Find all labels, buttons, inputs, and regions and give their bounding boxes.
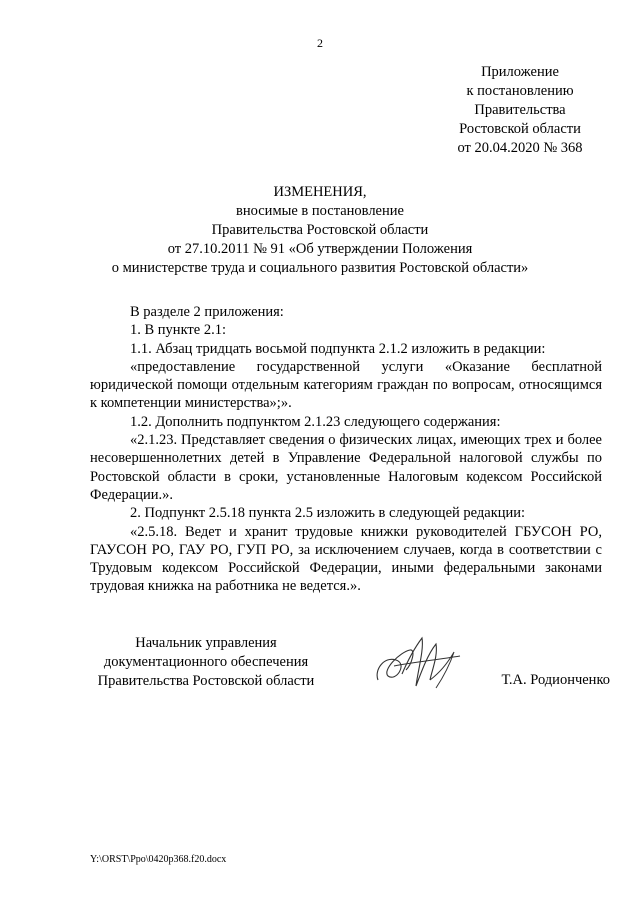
body-paragraph: В разделе 2 приложения: xyxy=(130,304,284,320)
title-line: о министерстве труда и социального развития Ростовской области» xyxy=(111,260,529,276)
file-path: Y:\ORST\Ppo\0420p368.f20.docx xyxy=(90,854,227,865)
document-body xyxy=(90,303,602,596)
position-line: Правительства Ростовской области xyxy=(97,673,315,689)
title-line: Правительства Ростовской области xyxy=(211,222,429,238)
body-paragraph: 1.1. Абзац тридцать восьмой подпункта 2.1.2 изложить в редакции: xyxy=(130,340,546,357)
annex-line: к постановлению xyxy=(466,83,574,99)
document-title xyxy=(0,183,640,278)
annex-line: Приложение xyxy=(481,64,559,80)
position-line: Начальник управления xyxy=(135,635,277,651)
annex-line: Правительства xyxy=(474,102,566,118)
annex-line: от 20.04.2020 № 368 xyxy=(457,140,583,156)
body-paragraph: 1.2. Дополнить подпунктом 2.1.23 следующего содержания: xyxy=(130,413,501,430)
title-line: от 27.10.2011 № 91 «Об утверждении Положения xyxy=(167,241,473,257)
handwritten-signature xyxy=(366,630,466,698)
body-paragraph: «2.1.23. Представляет сведения о физических лицах, имеющих трех и более несовершеннолетних детей в Управление Федеральной налоговой службы по Ростовской области в сроки, установленные Налоговым кодексом Российской Федерации.». xyxy=(90,432,602,503)
body-paragraph: «предоставление государственной услуги «Оказание бесплатной юридической помощи отдельным категориям граждан по вопросам, относящимся к компетенции министерства»;». xyxy=(90,358,602,412)
annex-line: Ростовской области xyxy=(459,121,581,137)
signatory-name: Т.А. Родионченко xyxy=(501,672,610,688)
title-heading: ИЗМЕНЕНИЯ, xyxy=(273,184,367,200)
title-line: вносимые в постановление xyxy=(236,203,404,219)
body-paragraph: 2. Подпункт 2.5.18 пункта 2.5 изложить в следующей редакции: xyxy=(130,505,526,522)
page-number: 2 xyxy=(317,36,323,50)
annex-block xyxy=(420,63,620,158)
signatory-position xyxy=(88,634,324,691)
position-line: документационного обеспечения xyxy=(103,654,309,670)
body-paragraph: «2.5.18. Ведет и хранит трудовые книжки руководителей ГБУСОН РО, ГАУСОН РО, ГАУ РО, ГУП РО, за исключением случаев, когда в соответствии с Трудовым кодексом Российской Федерации, иными федеральными законами трудовая книжка на работника не ведется.». xyxy=(90,523,602,595)
body-paragraph: 1. В пункте 2.1: xyxy=(130,322,226,339)
